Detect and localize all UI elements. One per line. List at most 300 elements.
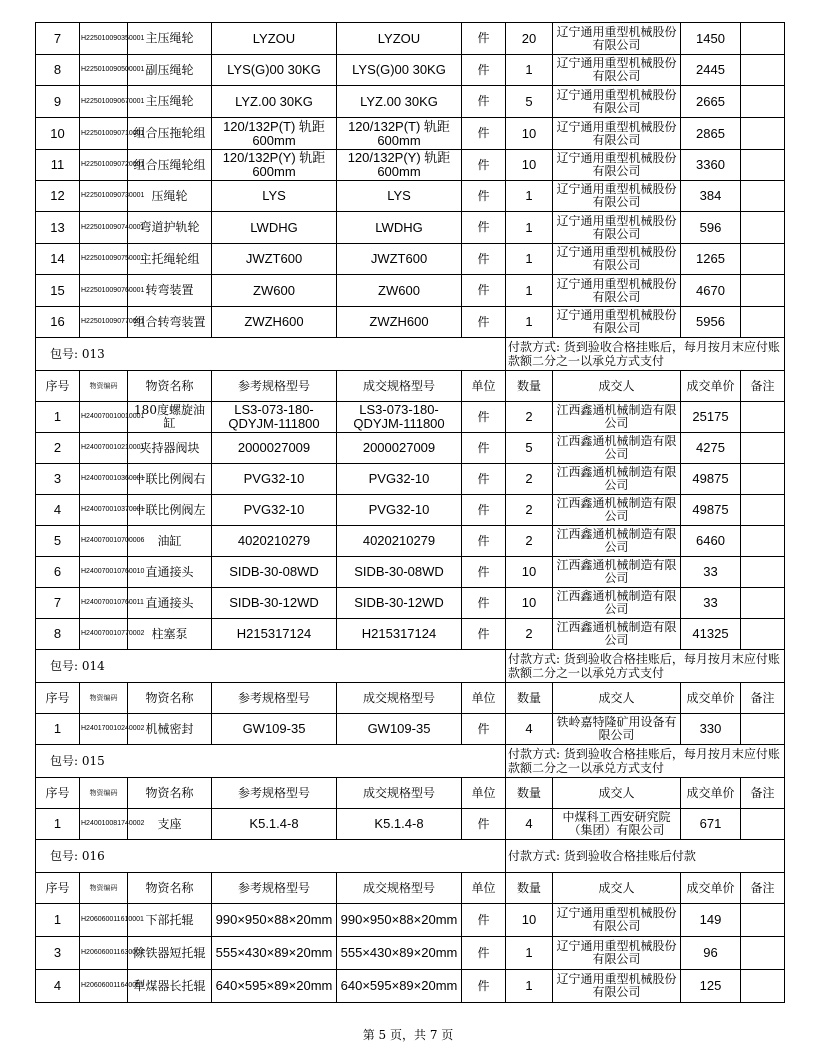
cell-name: 除铁器短托辊 (128, 937, 212, 970)
cell-no: 7 (36, 588, 80, 619)
cell-price: 4275 (681, 433, 741, 464)
cell-unit: 件 (462, 619, 506, 650)
cell-header-qty: 数量 (506, 683, 553, 714)
cell-ref: LYS(G)00 30KG (212, 55, 337, 86)
cell-header-price: 成交单价 (681, 778, 741, 809)
cell-spec: LYZ.00 30KG (337, 86, 462, 118)
cell-code: H206060011610001 (80, 904, 128, 937)
results-table-body (36, 23, 785, 1003)
cell-header-price: 成交单价 (681, 371, 741, 402)
cell-price: 33 (681, 557, 741, 588)
cell-name: 组合压绳轮组 (128, 150, 212, 181)
cell-header-unit: 单位 (462, 873, 506, 904)
cell-note (741, 937, 785, 970)
cell-header-ref: 参考规格型号 (212, 371, 337, 402)
cell-price: 671 (681, 809, 741, 840)
cell-spec: ZW600 (337, 275, 462, 307)
cell-qty: 2 (506, 526, 553, 557)
cell-vendor: 辽宁通用重型机械股份有限公司 (553, 86, 681, 118)
cell-ref: K5.1.4-8 (212, 809, 337, 840)
cell-unit: 件 (462, 526, 506, 557)
cell-no: 1 (36, 904, 80, 937)
cell-unit: 件 (462, 55, 506, 86)
cell-header-name: 物资名称 (128, 778, 212, 809)
cell-no: 1 (36, 402, 80, 433)
cell-name: 机械密封 (128, 714, 212, 745)
payment-terms: 付款方式: 货到验收合格挂账后，每月按月末应付账款额二分之一以承兑方式支付 (506, 650, 785, 683)
cell-header-price: 成交单价 (681, 873, 741, 904)
cell-ref: 990×950×88×20mm (212, 904, 337, 937)
cell-code: H206060011630001 (80, 937, 128, 970)
cell-no: 3 (36, 464, 80, 495)
cell-no: 8 (36, 55, 80, 86)
cell-header-code: 物资编码 (80, 683, 128, 714)
cell-ref: SIDB-30-12WD (212, 588, 337, 619)
cell-code: H225010090750001 (80, 244, 128, 275)
cell-code: H225010090710001 (80, 118, 128, 150)
cell-no: 16 (36, 307, 80, 338)
cell-no: 3 (36, 937, 80, 970)
cell-ref: PVG32-10 (212, 495, 337, 526)
payment-terms: 付款方式: 货到验收合格挂账后付款 (506, 840, 785, 873)
cell-ref: H215317124 (212, 619, 337, 650)
payment-terms: 付款方式: 货到验收合格挂账后，每月按月末应付账款额二分之一以承兑方式支付 (506, 745, 785, 778)
cell-spec: PVG32-10 (337, 464, 462, 495)
cell-unit: 件 (462, 433, 506, 464)
cell-name: 转弯装置 (128, 275, 212, 307)
cell-header-price: 成交单价 (681, 683, 741, 714)
cell-header-qty: 数量 (506, 371, 553, 402)
cell-name: 十联比例阀左 (128, 495, 212, 526)
cell-spec: JWZT600 (337, 244, 462, 275)
package-number: 包号: 013 (36, 338, 80, 371)
cell-qty: 4 (506, 714, 553, 745)
cell-name: 下部托辊 (128, 904, 212, 937)
cell-name: 油缸 (128, 526, 212, 557)
cell-no: 12 (36, 181, 80, 212)
cell-vendor: 江西鑫通机械制造有限公司 (553, 433, 681, 464)
cell-price: 41325 (681, 619, 741, 650)
cell-name: 180度螺旋油缸 (128, 402, 212, 433)
cell-qty: 2 (506, 464, 553, 495)
cell-qty: 5 (506, 86, 553, 118)
cell-price: 5956 (681, 307, 741, 338)
cell-ref: LYZOU (212, 23, 337, 55)
cell-header-ref: 参考规格型号 (212, 873, 337, 904)
cell-price: 6460 (681, 526, 741, 557)
cell-no: 13 (36, 212, 80, 244)
cell-spec: SIDB-30-12WD (337, 588, 462, 619)
cell-code: H225010090770001 (80, 307, 128, 338)
cell-note (741, 495, 785, 526)
cell-header-unit: 单位 (462, 683, 506, 714)
cell-name: 直通接头 (128, 588, 212, 619)
cell-vendor: 江西鑫通机械制造有限公司 (553, 402, 681, 433)
cell-price: 125 (681, 970, 741, 1003)
cell-qty: 1 (506, 55, 553, 86)
cell-code: H225010090760001 (80, 275, 128, 307)
table-row (36, 937, 785, 970)
package-row (36, 650, 785, 683)
table-header-row (36, 873, 785, 904)
cell-unit: 件 (462, 588, 506, 619)
table-row (36, 619, 785, 650)
cell-qty: 1 (506, 307, 553, 338)
cell-name: 组合压拖轮组 (128, 118, 212, 150)
payment-terms: 付款方式: 货到验收合格挂账后，每月按月末应付账款额二分之一以承兑方式支付 (506, 338, 785, 371)
cell-unit: 件 (462, 150, 506, 181)
cell-ref: 2000027009 (212, 433, 337, 464)
cell-header-unit: 单位 (462, 371, 506, 402)
cell-note (741, 526, 785, 557)
cell-code: H240170010240002 (80, 714, 128, 745)
package-spacer (80, 338, 506, 371)
cell-note (741, 433, 785, 464)
cell-code: H240070010760010 (80, 557, 128, 588)
cell-qty: 1 (506, 212, 553, 244)
cell-note (741, 55, 785, 86)
cell-spec: PVG32-10 (337, 495, 462, 526)
table-row (36, 118, 785, 150)
cell-spec: LYZOU (337, 23, 462, 55)
cell-price: 3360 (681, 150, 741, 181)
table-row (36, 714, 785, 745)
table-row (36, 970, 785, 1003)
cell-ref: 640×595×89×20mm (212, 970, 337, 1003)
cell-ref: LS3-073-180-QDYJM-111800 (212, 402, 337, 433)
cell-note (741, 307, 785, 338)
cell-header-vendor: 成交人 (553, 778, 681, 809)
cell-code: H240010081740002 (80, 809, 128, 840)
table-row (36, 150, 785, 181)
cell-note (741, 23, 785, 55)
table-row (36, 433, 785, 464)
table-row (36, 212, 785, 244)
cell-no: 10 (36, 118, 80, 150)
package-spacer (80, 840, 506, 873)
cell-code: H225010090350001 (80, 23, 128, 55)
cell-price: 33 (681, 588, 741, 619)
procurement-results-document (35, 22, 784, 1003)
cell-vendor: 辽宁通用重型机械股份有限公司 (553, 23, 681, 55)
cell-header-vendor: 成交人 (553, 683, 681, 714)
cell-vendor: 辽宁通用重型机械股份有限公司 (553, 970, 681, 1003)
cell-header-code: 物资编码 (80, 873, 128, 904)
cell-unit: 件 (462, 86, 506, 118)
cell-note (741, 904, 785, 937)
cell-no: 1 (36, 809, 80, 840)
cell-header-note: 备注 (741, 683, 785, 714)
cell-qty: 2 (506, 402, 553, 433)
table-row (36, 495, 785, 526)
cell-price: 1265 (681, 244, 741, 275)
cell-price: 1450 (681, 23, 741, 55)
cell-code: H225010090500001 (80, 55, 128, 86)
table-header-row (36, 778, 785, 809)
package-row (36, 745, 785, 778)
cell-unit: 件 (462, 307, 506, 338)
cell-qty: 4 (506, 809, 553, 840)
cell-note (741, 588, 785, 619)
table-row (36, 275, 785, 307)
cell-unit: 件 (462, 23, 506, 55)
cell-code: H225010090720001 (80, 150, 128, 181)
table-row (36, 588, 785, 619)
cell-unit: 件 (462, 275, 506, 307)
cell-qty: 5 (506, 433, 553, 464)
cell-vendor: 辽宁通用重型机械股份有限公司 (553, 244, 681, 275)
cell-vendor: 辽宁通用重型机械股份有限公司 (553, 937, 681, 970)
cell-note (741, 181, 785, 212)
cell-spec: LS3-073-180-QDYJM-111800 (337, 402, 462, 433)
cell-unit: 件 (462, 181, 506, 212)
table-row (36, 904, 785, 937)
cell-name: 柱塞泵 (128, 619, 212, 650)
cell-ref: LYS (212, 181, 337, 212)
cell-code: H240070010700006 (80, 526, 128, 557)
cell-code: H240070010370001 (80, 495, 128, 526)
cell-no: 5 (36, 526, 80, 557)
cell-vendor: 辽宁通用重型机械股份有限公司 (553, 212, 681, 244)
cell-vendor: 江西鑫通机械制造有限公司 (553, 495, 681, 526)
cell-ref: JWZT600 (212, 244, 337, 275)
cell-name: 主压绳轮 (128, 23, 212, 55)
cell-price: 25175 (681, 402, 741, 433)
package-spacer (80, 650, 506, 683)
cell-name: 十联比例阀右 (128, 464, 212, 495)
cell-unit: 件 (462, 212, 506, 244)
cell-header-no: 序号 (36, 683, 80, 714)
cell-qty: 1 (506, 937, 553, 970)
cell-no: 4 (36, 970, 80, 1003)
cell-header-spec: 成交规格型号 (337, 873, 462, 904)
cell-spec: SIDB-30-08WD (337, 557, 462, 588)
cell-name: 弯道护轨轮 (128, 212, 212, 244)
table-row (36, 307, 785, 338)
cell-header-ref: 参考规格型号 (212, 778, 337, 809)
cell-spec: GW109-35 (337, 714, 462, 745)
cell-no: 2 (36, 433, 80, 464)
cell-ref: 555×430×89×20mm (212, 937, 337, 970)
cell-code: H240070010010001 (80, 402, 128, 433)
cell-code: H240070010360001 (80, 464, 128, 495)
cell-ref: ZW600 (212, 275, 337, 307)
cell-price: 2865 (681, 118, 741, 150)
cell-unit: 件 (462, 904, 506, 937)
cell-unit: 件 (462, 464, 506, 495)
cell-qty: 1 (506, 181, 553, 212)
cell-code: H225010090670001 (80, 86, 128, 118)
table-header-row (36, 683, 785, 714)
cell-note (741, 714, 785, 745)
cell-note (741, 809, 785, 840)
package-number: 包号: 014 (36, 650, 80, 683)
cell-note (741, 464, 785, 495)
table-row (36, 402, 785, 433)
cell-ref: LWDHG (212, 212, 337, 244)
cell-header-vendor: 成交人 (553, 371, 681, 402)
cell-spec: K5.1.4-8 (337, 809, 462, 840)
table-row (36, 86, 785, 118)
cell-note (741, 402, 785, 433)
cell-header-spec: 成交规格型号 (337, 683, 462, 714)
cell-no: 8 (36, 619, 80, 650)
cell-qty: 2 (506, 619, 553, 650)
cell-unit: 件 (462, 402, 506, 433)
cell-vendor: 江西鑫通机械制造有限公司 (553, 464, 681, 495)
cell-header-no: 序号 (36, 873, 80, 904)
cell-header-note: 备注 (741, 371, 785, 402)
cell-code: H206060011640001 (80, 970, 128, 1003)
cell-price: 96 (681, 937, 741, 970)
cell-unit: 件 (462, 809, 506, 840)
cell-qty: 10 (506, 150, 553, 181)
cell-no: 11 (36, 150, 80, 181)
cell-qty: 20 (506, 23, 553, 55)
cell-vendor: 辽宁通用重型机械股份有限公司 (553, 150, 681, 181)
cell-header-note: 备注 (741, 873, 785, 904)
cell-spec: 555×430×89×20mm (337, 937, 462, 970)
cell-vendor: 江西鑫通机械制造有限公司 (553, 619, 681, 650)
cell-header-unit: 单位 (462, 778, 506, 809)
cell-note (741, 275, 785, 307)
package-number: 包号: 015 (36, 745, 80, 778)
cell-vendor: 辽宁通用重型机械股份有限公司 (553, 118, 681, 150)
cell-price: 596 (681, 212, 741, 244)
table-row (36, 526, 785, 557)
cell-no: 14 (36, 244, 80, 275)
cell-code: H225010090740001 (80, 212, 128, 244)
cell-name: 直通接头 (128, 557, 212, 588)
cell-code: H240070010760011 (80, 588, 128, 619)
cell-name: 支座 (128, 809, 212, 840)
cell-note (741, 619, 785, 650)
cell-spec: ZWZH600 (337, 307, 462, 338)
cell-note (741, 118, 785, 150)
cell-name: 犁煤器长托辊 (128, 970, 212, 1003)
cell-ref: ZWZH600 (212, 307, 337, 338)
cell-vendor: 江西鑫通机械制造有限公司 (553, 526, 681, 557)
cell-vendor: 江西鑫通机械制造有限公司 (553, 588, 681, 619)
cell-spec: 120/132P(Y) 轨距600mm (337, 150, 462, 181)
cell-header-no: 序号 (36, 371, 80, 402)
cell-vendor: 中煤科工西安研究院（集团）有限公司 (553, 809, 681, 840)
cell-spec: LYS(G)00 30KG (337, 55, 462, 86)
cell-vendor: 江西鑫通机械制造有限公司 (553, 557, 681, 588)
table-row (36, 464, 785, 495)
cell-ref: SIDB-30-08WD (212, 557, 337, 588)
cell-unit: 件 (462, 118, 506, 150)
table-row (36, 23, 785, 55)
cell-header-qty: 数量 (506, 778, 553, 809)
cell-unit: 件 (462, 495, 506, 526)
cell-vendor: 辽宁通用重型机械股份有限公司 (553, 307, 681, 338)
cell-qty: 10 (506, 557, 553, 588)
cell-ref: LYZ.00 30KG (212, 86, 337, 118)
table-row (36, 181, 785, 212)
cell-qty: 1 (506, 244, 553, 275)
cell-code: H240070010210001 (80, 433, 128, 464)
cell-spec: H215317124 (337, 619, 462, 650)
cell-name: 主压绳轮 (128, 86, 212, 118)
cell-spec: 640×595×89×20mm (337, 970, 462, 1003)
cell-header-name: 物资名称 (128, 371, 212, 402)
table-row (36, 55, 785, 86)
cell-price: 49875 (681, 464, 741, 495)
cell-spec: 4020210279 (337, 526, 462, 557)
cell-code: H240070010770002 (80, 619, 128, 650)
cell-ref: 120/132P(Y) 轨距600mm (212, 150, 337, 181)
package-row (36, 338, 785, 371)
cell-header-code: 物资编码 (80, 778, 128, 809)
cell-spec: 2000027009 (337, 433, 462, 464)
cell-vendor: 辽宁通用重型机械股份有限公司 (553, 55, 681, 86)
cell-spec: 120/132P(T) 轨距600mm (337, 118, 462, 150)
package-number: 包号: 016 (36, 840, 80, 873)
cell-name: 压绳轮 (128, 181, 212, 212)
cell-unit: 件 (462, 557, 506, 588)
cell-vendor: 铁岭嘉特隆矿用设备有限公司 (553, 714, 681, 745)
cell-ref: PVG32-10 (212, 464, 337, 495)
cell-header-note: 备注 (741, 778, 785, 809)
cell-note (741, 244, 785, 275)
cell-no: 15 (36, 275, 80, 307)
cell-no: 1 (36, 714, 80, 745)
cell-qty: 10 (506, 904, 553, 937)
cell-qty: 10 (506, 118, 553, 150)
results-table (35, 22, 785, 1003)
cell-unit: 件 (462, 970, 506, 1003)
cell-name: 主托绳轮组 (128, 244, 212, 275)
cell-unit: 件 (462, 714, 506, 745)
package-spacer (80, 745, 506, 778)
cell-name: 夹持器阀块 (128, 433, 212, 464)
cell-code: H225010090730001 (80, 181, 128, 212)
cell-price: 330 (681, 714, 741, 745)
cell-ref: 120/132P(T) 轨距600mm (212, 118, 337, 150)
cell-name: 组合转弯装置 (128, 307, 212, 338)
table-row (36, 809, 785, 840)
cell-spec: LWDHG (337, 212, 462, 244)
cell-unit: 件 (462, 244, 506, 275)
cell-price: 384 (681, 181, 741, 212)
cell-header-code: 物资编码 (80, 371, 128, 402)
cell-qty: 2 (506, 495, 553, 526)
cell-qty: 1 (506, 970, 553, 1003)
cell-header-ref: 参考规格型号 (212, 683, 337, 714)
cell-name: 副压绳轮 (128, 55, 212, 86)
cell-unit: 件 (462, 937, 506, 970)
cell-note (741, 970, 785, 1003)
cell-note (741, 150, 785, 181)
page-footer: 第 5 页，共 7 页 (362, 1028, 454, 1042)
cell-header-no: 序号 (36, 778, 80, 809)
cell-header-qty: 数量 (506, 873, 553, 904)
table-row (36, 557, 785, 588)
cell-spec: LYS (337, 181, 462, 212)
cell-price: 149 (681, 904, 741, 937)
cell-qty: 1 (506, 275, 553, 307)
cell-vendor: 辽宁通用重型机械股份有限公司 (553, 275, 681, 307)
table-header-row (36, 371, 785, 402)
cell-header-name: 物资名称 (128, 683, 212, 714)
cell-price: 2665 (681, 86, 741, 118)
cell-no: 7 (36, 23, 80, 55)
cell-price: 2445 (681, 55, 741, 86)
cell-vendor: 辽宁通用重型机械股份有限公司 (553, 904, 681, 937)
cell-note (741, 86, 785, 118)
cell-header-spec: 成交规格型号 (337, 371, 462, 402)
